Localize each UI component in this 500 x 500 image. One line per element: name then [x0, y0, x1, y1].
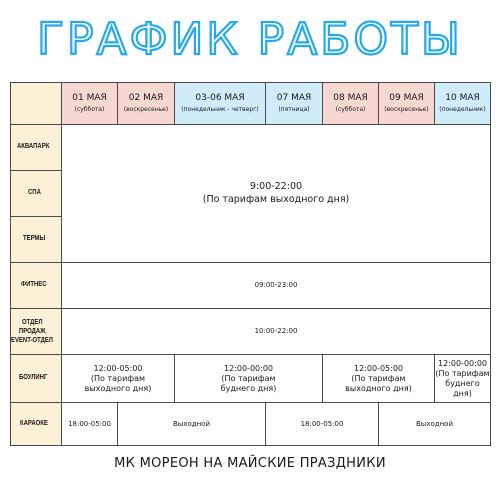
- bowling-cell-4: 12:00-00:00 (По тарифам буднего дня): [435, 355, 491, 403]
- karaoke-cell-4: Выходной: [379, 403, 491, 446]
- bowling-cell-1: 12:00-05:00 (По тарифам выходного дня): [62, 355, 175, 403]
- schedule-table: [10, 82, 491, 446]
- row-sales: [11, 309, 491, 355]
- spa-block-note: (По тарифам выходного дня): [202, 193, 350, 205]
- page-title: ГРАФИК РАБОТЫ: [37, 14, 463, 65]
- row-label-termy: ТЕРМЫ: [11, 217, 62, 263]
- day-header-09: 09 МАЯ (воскресенье): [379, 83, 435, 125]
- karaoke-cell-2: Выходной: [118, 403, 266, 446]
- day-header-10: 10 МАЯ (понедельник): [435, 83, 491, 125]
- row-fitness: [11, 263, 491, 309]
- row-karaoke: [11, 403, 491, 446]
- karaoke-cell-3: 18:00-05:00: [266, 403, 379, 446]
- row-label-aquapark: АКВАПАРК: [11, 125, 62, 171]
- header-row: [11, 83, 491, 125]
- row-bowling: [11, 355, 491, 403]
- day-header-01: 01 МАЯ (суббота): [62, 83, 118, 125]
- footer-caption: МК МОРЕОН НА МАЙСКИЕ ПРАЗДНИКИ: [114, 456, 386, 471]
- day-header-08: 08 МАЯ (суббота): [323, 83, 379, 125]
- row-label-fitness: ФИТНЕС: [11, 263, 62, 309]
- fitness-time: 09:00-23:00: [62, 263, 491, 309]
- corner-cell: [11, 83, 62, 125]
- row-label-spa: СПА: [11, 171, 62, 217]
- spa-block-cell: [62, 125, 491, 263]
- row-aquapark: [11, 125, 491, 171]
- day-header-02: 02 МАЯ (воскресенье): [118, 83, 175, 125]
- day-header-07: 07 МАЯ (пятница): [266, 83, 323, 125]
- row-label-sales: ОТДЕЛ ПРОДАЖ EVENT-ОТДЕЛ: [11, 309, 62, 355]
- spa-block-time: 9:00-22:00: [249, 181, 303, 193]
- bowling-cell-3: 12:00-05:00 (По тарифам выходного дня): [323, 355, 435, 403]
- day-header-03-06: 03-06 МАЯ (понедельник - четверг): [175, 83, 266, 125]
- row-label-karaoke: КАРАОКЕ: [11, 403, 62, 446]
- bowling-cell-2: 12:00-00:00 (По тарифам буднего дня): [175, 355, 323, 403]
- karaoke-cell-1: 18:00-05:00: [62, 403, 118, 446]
- row-label-bowling: БОУЛИНГ: [11, 355, 62, 403]
- sales-time: 10:00-22:00: [62, 309, 491, 355]
